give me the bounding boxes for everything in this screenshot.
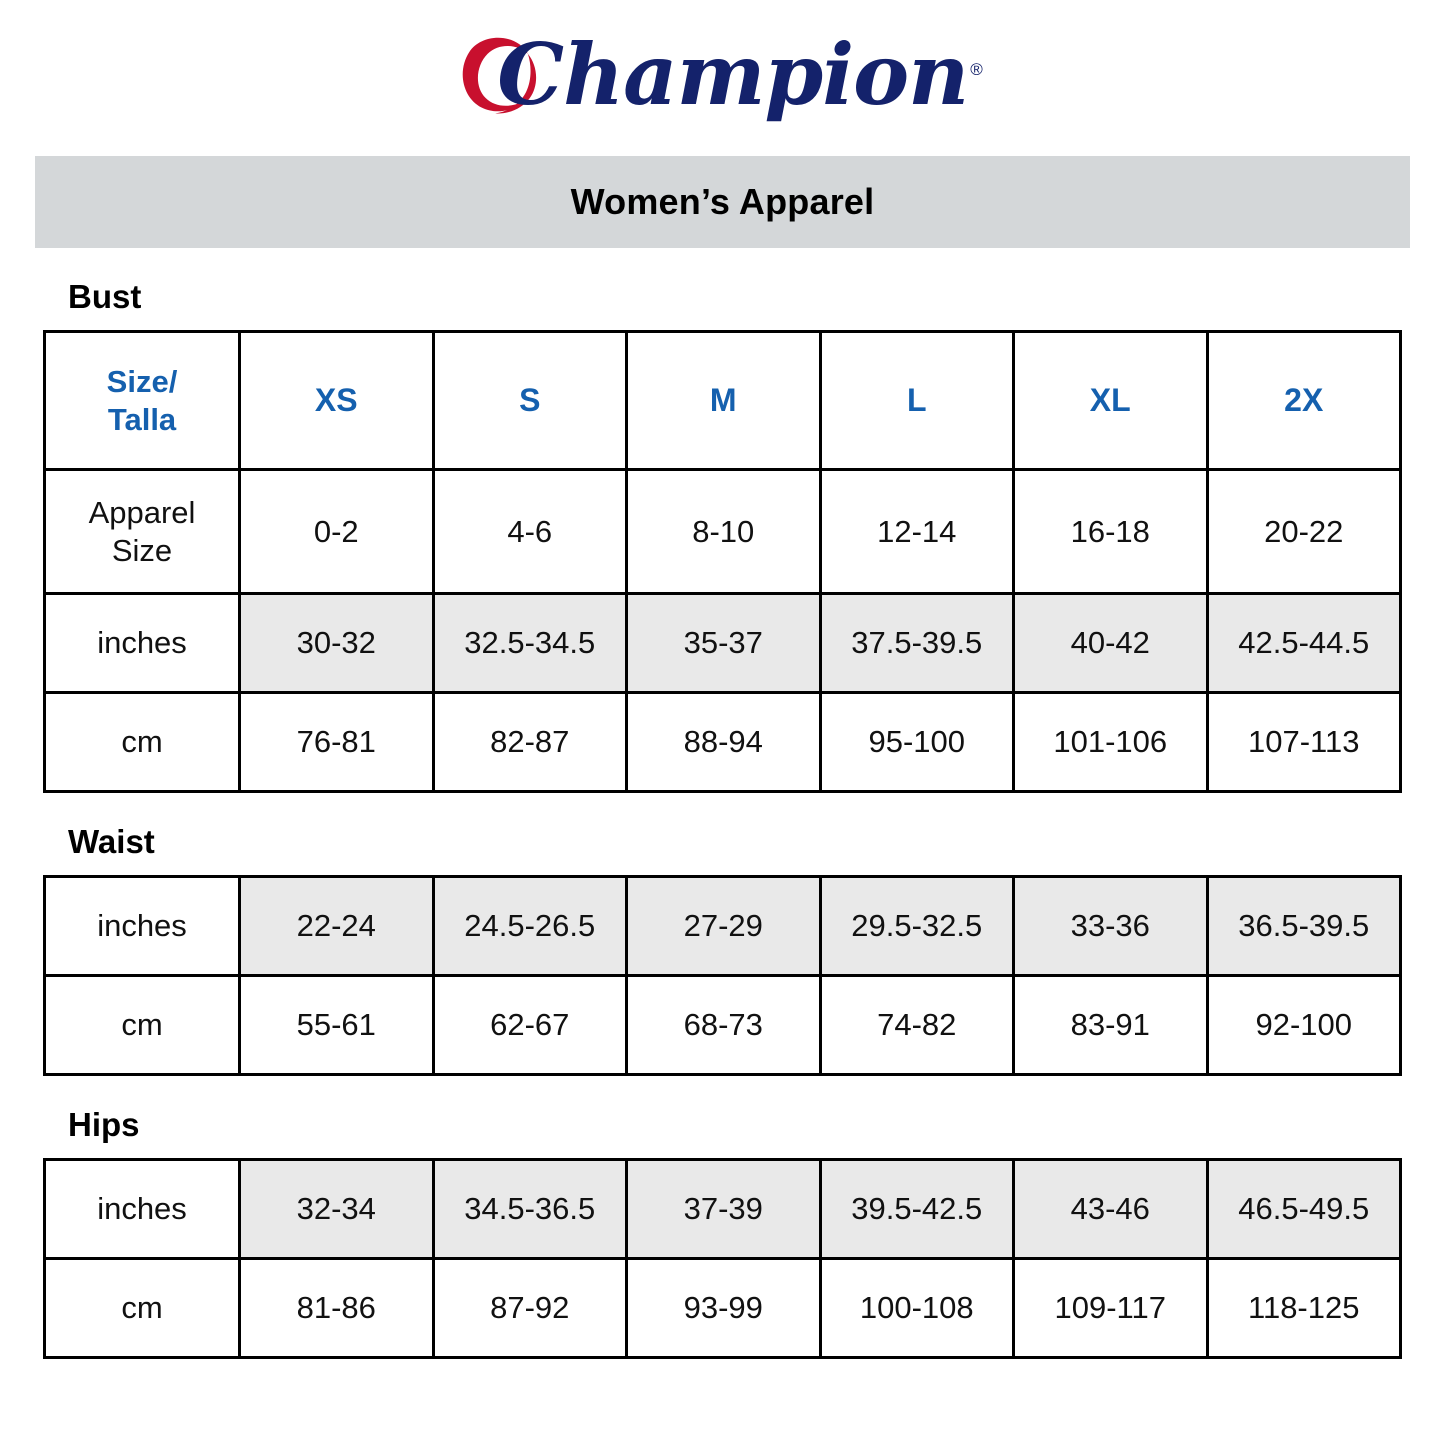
header-size-label: Size/ (106, 363, 178, 399)
header-talla-label: Talla (107, 401, 177, 437)
cell-bust-inches-s: 32.5-34.5 (433, 594, 627, 693)
header-col-xs: XS (240, 332, 434, 470)
cell-waist-inches-2x: 36.5-39.5 (1207, 877, 1401, 976)
hips-table (43, 1158, 1402, 1359)
cell-bust-cm-xl: 101-106 (1014, 693, 1208, 792)
registered-mark: ® (970, 60, 982, 79)
cell-hips-cm-2x: 118-125 (1207, 1259, 1401, 1358)
row-label-hips-inches: inches (45, 1160, 240, 1259)
row-label-line1: Apparel (88, 495, 196, 531)
header-col-2x: 2X (1207, 332, 1401, 470)
cell-waist-cm-m: 68-73 (627, 976, 821, 1075)
cell-bust-apparel-2x: 20-22 (1207, 470, 1401, 594)
cell-hips-inches-m: 37-39 (627, 1160, 821, 1259)
cell-waist-inches-s: 24.5-26.5 (433, 877, 627, 976)
row-label-waist-cm: cm (45, 976, 240, 1075)
cell-hips-cm-xl: 109-117 (1014, 1259, 1208, 1358)
table-row (45, 693, 1401, 792)
row-label-line2: Size (111, 532, 173, 568)
cell-waist-inches-xl: 33-36 (1014, 877, 1208, 976)
cell-waist-cm-xl: 83-91 (1014, 976, 1208, 1075)
cell-bust-cm-s: 82-87 (433, 693, 627, 792)
cell-bust-inches-xs: 30-32 (240, 594, 434, 693)
section-heading-bust: Bust (68, 278, 142, 315)
row-label-waist-inches: inches (45, 877, 240, 976)
cell-bust-inches-xl: 40-42 (1014, 594, 1208, 693)
cell-waist-cm-xs: 55-61 (240, 976, 434, 1075)
cell-waist-inches-xs: 22-24 (240, 877, 434, 976)
table-row (45, 594, 1401, 693)
page-title: Women’s Apparel (570, 181, 875, 222)
header-col-xl: XL (1014, 332, 1208, 470)
cell-hips-inches-s: 34.5-36.5 (433, 1160, 627, 1259)
cell-waist-inches-m: 27-29 (627, 877, 821, 976)
header-col-l: L (820, 332, 1014, 470)
cell-bust-apparel-xs: 0-2 (240, 470, 434, 594)
row-label-apparel-size (45, 470, 240, 594)
row-label-bust-cm: cm (45, 693, 240, 792)
cell-hips-inches-xl: 43-46 (1014, 1160, 1208, 1259)
cell-waist-cm-2x: 92-100 (1207, 976, 1401, 1075)
bust-table (43, 330, 1402, 793)
header-col-s: S (433, 332, 627, 470)
brand-wordmark (497, 25, 982, 124)
cell-bust-apparel-xl: 16-18 (1014, 470, 1208, 594)
cell-hips-inches-2x: 46.5-49.5 (1207, 1160, 1401, 1259)
cell-bust-apparel-m: 8-10 (627, 470, 821, 594)
cell-hips-cm-m: 93-99 (627, 1259, 821, 1358)
cell-waist-cm-s: 62-67 (433, 976, 627, 1075)
table-row (45, 976, 1401, 1075)
brand-logo (0, 0, 1445, 150)
cell-hips-inches-l: 39.5-42.5 (820, 1160, 1014, 1259)
cell-bust-inches-l: 37.5-39.5 (820, 594, 1014, 693)
row-label-bust-inches: inches (45, 594, 240, 693)
header-size-talla (45, 332, 240, 470)
row-label-hips-cm: cm (45, 1259, 240, 1358)
cell-hips-inches-xs: 32-34 (240, 1160, 434, 1259)
cell-waist-inches-l: 29.5-32.5 (820, 877, 1014, 976)
cell-hips-cm-l: 100-108 (820, 1259, 1014, 1358)
table-row (45, 877, 1401, 976)
cell-bust-cm-2x: 107-113 (1207, 693, 1401, 792)
section-heading-hips: Hips (68, 1106, 140, 1143)
brand-name: Champion (497, 25, 969, 124)
cell-bust-inches-2x: 42.5-44.5 (1207, 594, 1401, 693)
section-heading-waist: Waist (68, 823, 155, 860)
cell-hips-cm-s: 87-92 (433, 1259, 627, 1358)
waist-table (43, 875, 1402, 1076)
cell-bust-cm-l: 95-100 (820, 693, 1014, 792)
cell-hips-cm-xs: 81-86 (240, 1259, 434, 1358)
header-col-m: M (627, 332, 821, 470)
table-row (45, 470, 1401, 594)
table-header-row (45, 332, 1401, 470)
cell-bust-apparel-l: 12-14 (820, 470, 1014, 594)
table-row (45, 1259, 1401, 1358)
table-row (45, 1160, 1401, 1259)
cell-bust-cm-xs: 76-81 (240, 693, 434, 792)
cell-waist-cm-l: 74-82 (820, 976, 1014, 1075)
cell-bust-inches-m: 35-37 (627, 594, 821, 693)
title-band (35, 156, 1410, 248)
cell-bust-cm-m: 88-94 (627, 693, 821, 792)
cell-bust-apparel-s: 4-6 (433, 470, 627, 594)
